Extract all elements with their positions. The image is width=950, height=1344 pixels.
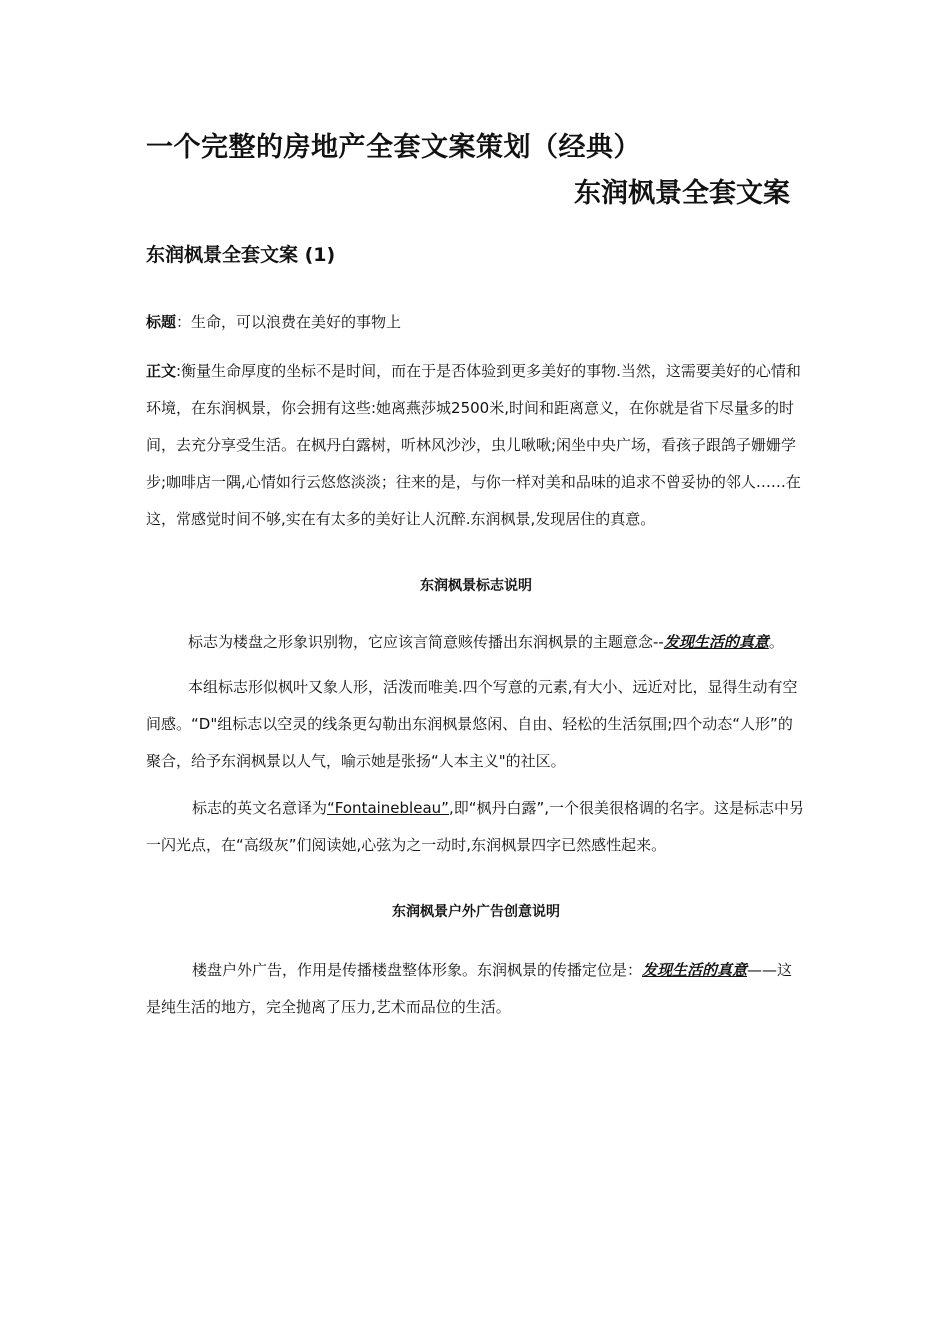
ad-section-heading: 东润枫景户外广告创意说明: [392, 904, 560, 920]
document-title: 一个完整的房地产全套文案策划（经典）: [146, 132, 641, 163]
body-text: :衡量生命厚度的坐标不是时间，而在于是否体验到更多美好的事物.当然，这需要美好的心情和环境，在东润枫景，你会拥有这些:她离燕莎城2500米,时间和距离意义，在你就是省下尽量多的时间，去充分享受生活。在枫丹白露树，听林风沙沙，虫儿啾啾;闲坐中央广场，看孩子跟鸽子姗姗学步;咖啡店一隅,心情如行云悠悠淡淡；往来的是，与你一样对美和品味的追求不曾妥协的邻人……在这，常感觉时间不够,实在有太多的美好让人沉醉.东润枫景,发现居住的真意。: [146, 362, 801, 528]
ad-paragraph-1: [146, 952, 806, 1026]
logo-p1-text: 标志为楼盘之形象识别物，它应该言简意赅传播出东润枫景的主题意念--: [188, 633, 664, 651]
ad-p1-pre: 楼盘户外广告，作用是传播楼盘整体形象。东润枫景的传播定位是：: [192, 961, 643, 979]
logo-paragraph-1: [146, 624, 806, 661]
english-name-link: “Fontainebleau”: [327, 799, 449, 817]
ad-p1-post: ——这是纯生活的地方，完全抛离了压力,艺术而品位的生活。: [146, 961, 793, 1016]
logo-p1-emphasis: 发现生活的真意: [663, 633, 769, 651]
section-heading: 东润枫景全套文案 (1): [146, 244, 336, 266]
headline-paragraph: [146, 304, 806, 341]
logo-p3-pre: 标志的英文名意译为: [192, 799, 328, 817]
headline-colon: ：: [176, 313, 192, 331]
document-content: [146, 128, 806, 1026]
ad-p1-emphasis: 发现生活的真意: [642, 961, 748, 979]
document-subtitle: 东润枫景全套文案: [574, 178, 790, 209]
logo-section-heading: 东润枫景标志说明: [420, 578, 532, 594]
headline-text: 生命，可以浪费在美好的事物上: [191, 313, 402, 331]
logo-p3-post: ,即“枫丹白露”,一个很美很格调的名字。这是标志中另一闪光点，在“高级灰”们阅读她,心弦为之一动时,东润枫景四字已然感性起来。: [146, 799, 805, 854]
logo-paragraph-3: [146, 790, 806, 864]
body-label: 正文: [146, 362, 177, 380]
logo-paragraph-2: 本组标志形似枫叶又象人形，活泼而唯美.四个写意的元素,有大小、远近对比，显得生动有空间感。“D"组标志以空灵的线条更勾勒出东润枫景悠闲、自由、轻松的生活氛围;四个动态“人形”的聚合，给予东润枫景以人气，喻示她是张扬“人本主义"的社区。: [146, 678, 798, 770]
headline-label: 标题: [146, 313, 177, 331]
logo-p1-end: 。: [768, 633, 784, 651]
body-paragraph: [146, 353, 806, 538]
